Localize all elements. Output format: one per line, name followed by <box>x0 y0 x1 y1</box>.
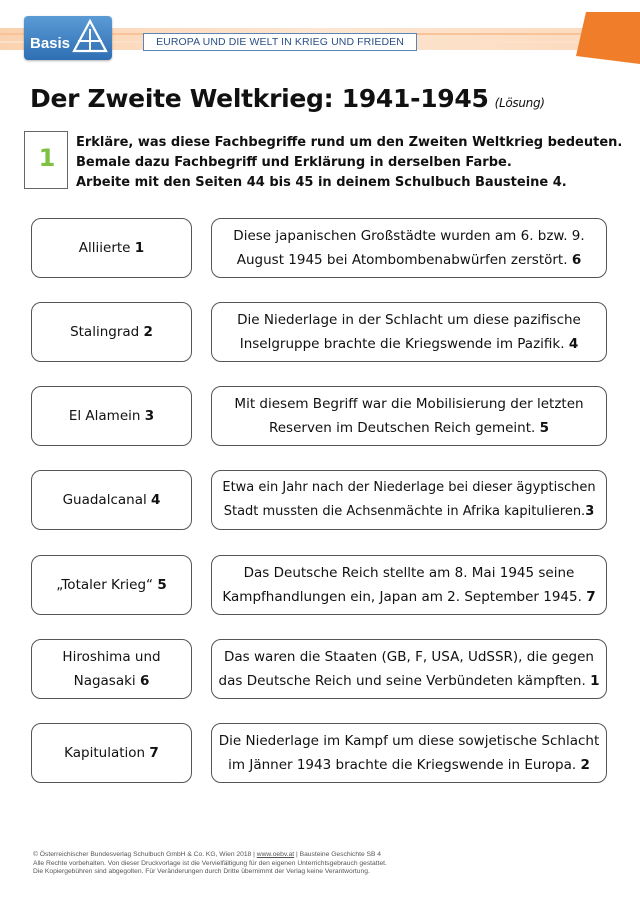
term-label: Nagasaki <box>73 673 136 689</box>
definition-box[interactable] <box>211 302 607 362</box>
term-label: Stalingrad <box>70 324 140 340</box>
definition-box[interactable] <box>211 218 607 278</box>
definition-box[interactable] <box>211 470 607 530</box>
term-number: 4 <box>151 492 161 508</box>
footer-copyright-text: © Österreichischer Bundesverlag Schulbuch GmbH & Co. KG, Wien 2018 | <box>33 851 257 858</box>
term-label: Guadalcanal <box>62 492 147 508</box>
definition-line: das Deutsche Reich und seine Verbündeten kämpften. <box>218 673 586 689</box>
definition-number: 3 <box>585 504 595 519</box>
term-number: 3 <box>144 408 155 424</box>
definition-line: Die Niederlage in der Schlacht um diese pazifische <box>237 312 581 328</box>
term-label: Kapitulation <box>64 745 146 761</box>
term-box[interactable] <box>31 470 192 530</box>
task-instructions <box>76 133 622 193</box>
definition-line: Mit diesem Begriff war die Mobilisierung der letzten <box>234 396 584 412</box>
definition-line: Stadt mussten die Achsenmächte in Afrika kapitulieren. <box>223 504 586 519</box>
footer-copyright <box>33 851 387 860</box>
logo-text: Basis <box>30 35 71 52</box>
corner-accent <box>576 12 640 64</box>
basis-logo <box>24 16 112 60</box>
definition-box[interactable] <box>211 555 607 615</box>
term-box[interactable] <box>31 555 192 615</box>
footer-rights: Alle Rechte vorbehalten. Von dieser Druckvorlage ist die Vervielfältigung für den eigenen Unterrichtsgebrauch gestattet. <box>33 859 387 867</box>
term-box[interactable] <box>31 386 192 446</box>
instruction-line: Arbeite mit den Seiten 44 bis 45 in deinem Schulbuch Bausteine 4. <box>76 175 567 190</box>
term-number: 1 <box>134 240 145 256</box>
definition-number: 6 <box>571 252 582 268</box>
definition-number: 1 <box>590 673 600 689</box>
page-title <box>30 84 545 113</box>
definition-box[interactable] <box>211 386 607 446</box>
term-label: Alliierte <box>78 240 131 256</box>
definition-line: im Jänner 1943 brachte die Kriegswende in Europa. <box>228 757 577 773</box>
term-label: Hiroshima und <box>62 649 161 665</box>
term-box[interactable] <box>31 639 192 699</box>
definition-line: Etwa ein Jahr nach der Niederlage bei dieser ägyptischen <box>222 480 596 495</box>
definition-line: August 1945 bei Atombombenabwürfen zerstört. <box>236 252 568 268</box>
task-number-box <box>24 131 68 189</box>
definition-number: 7 <box>586 589 596 605</box>
footer-book-ref: | Bausteine Geschichte SB 4 <box>294 851 382 858</box>
definition-number: 5 <box>539 420 550 436</box>
definition-line: Das waren die Staaten (GB, F, USA, UdSSR), die gegen <box>224 649 594 665</box>
definition-line: Diese japanischen Großstädte wurden am 6. bzw. 9. <box>233 228 585 244</box>
footer-disclaimer: Die Kopiergebühren sind abgegolten. Für Veränderungen durch Dritte übernimmt der Verlag keine Verantwortung. <box>33 868 370 875</box>
term-box[interactable] <box>31 218 192 278</box>
footer-link[interactable]: www.oebv.at <box>256 851 295 858</box>
series-title: EUROPA UND DIE WELT IN KRIEG UND FRIEDEN <box>143 33 417 51</box>
definition-line: Reserven im Deutschen Reich gemeint. <box>268 420 536 436</box>
definition-box[interactable] <box>211 723 607 783</box>
term-box[interactable] <box>31 302 192 362</box>
definition-line: Das Deutsche Reich stellte am 8. Mai 1945 seine <box>243 565 575 581</box>
definition-line: Die Niederlage im Kampf um diese sowjetische Schlacht <box>218 733 600 749</box>
term-number: 5 <box>157 577 167 593</box>
instruction-line: Erkläre, was diese Fachbegriffe rund um den Zweiten Weltkrieg bedeuten. <box>76 135 623 150</box>
footer <box>33 851 387 877</box>
instruction-line: Bemale dazu Fachbegriff und Erklärung in derselben Farbe. <box>76 155 512 170</box>
solution-label: (Lösung) <box>494 96 545 110</box>
definition-number: 4 <box>568 336 579 352</box>
term-number: 7 <box>149 745 159 761</box>
logo-triangle-icon <box>72 19 108 53</box>
term-number: 2 <box>143 324 153 340</box>
term-number: 6 <box>139 673 150 689</box>
definition-line: Kampfhandlungen ein, Japan am 2. September 1945. <box>222 589 582 605</box>
title-text: Der Zweite Weltkrieg: 1941-1945 <box>30 84 489 113</box>
definition-line: Inselgruppe brachte die Kriegswende im Pazifik. <box>239 336 565 352</box>
term-box[interactable] <box>31 723 192 783</box>
task-number: 1 <box>38 144 56 172</box>
term-label: „Totaler Krieg“ <box>56 577 154 593</box>
definition-box[interactable] <box>211 639 607 699</box>
term-label: El Alamein <box>68 408 141 424</box>
definition-number: 2 <box>580 757 590 773</box>
